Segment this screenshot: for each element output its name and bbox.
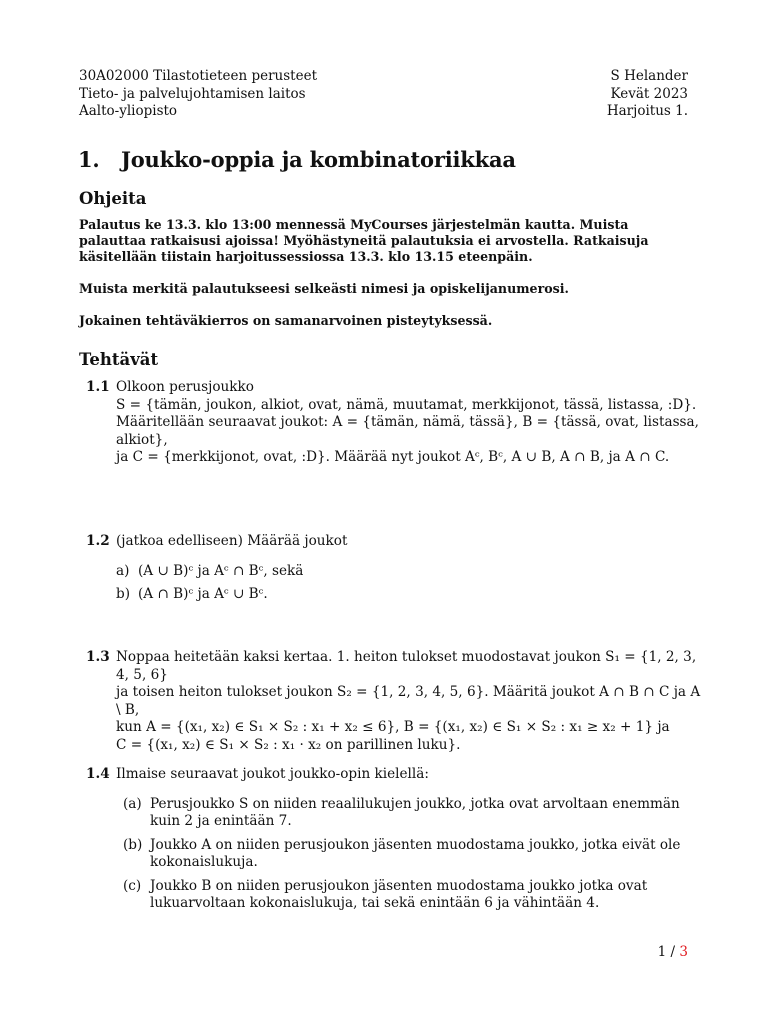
task-1-4 (86, 766, 701, 919)
subtask-list (116, 796, 701, 913)
task-number: 1.3 (86, 649, 110, 665)
tasks-heading: Tehtävät (79, 350, 159, 369)
subtask-b (116, 837, 701, 872)
instruction-paragraph: Palautus ke 13.3. klo 13:00 mennessä MyCourses järjestelmän kautta. Muista palauttaa ratkaisusi ajoissa! Myöhästyneitä palautuksia ei arvostella. Ratkaisuja käsitellään tiistain harjoitussessiossa 13.3. klo 13.15 eteenpäin. (79, 217, 649, 265)
page-separator: / (666, 944, 680, 960)
subtask-label: (c) (123, 877, 142, 894)
subtask-label: a) (116, 562, 130, 579)
task-text-line: ja C = {merkkijonot, ovat, :D}. Määrää nyt joukot Aᶜ, Bᶜ, A ∪ B, A ∩ B, ja A ∩ C. (116, 449, 670, 465)
university-name: Aalto-yliopisto (79, 103, 178, 119)
page-title (78, 147, 516, 172)
author-name: S Helander (610, 68, 688, 84)
subtask-a (116, 563, 701, 581)
task-intro: Ilmaise seuraavat joukot joukko-opin kielellä: (116, 766, 429, 782)
section-title: Joukko-oppia ja kombinatoriikkaa (121, 147, 516, 172)
exercise-label: Harjoitus 1. (606, 103, 688, 119)
task-number: 1.2 (86, 533, 110, 549)
subtask-text: Perusjoukko S on niiden reaalilukujen joukko, jotka ovat arvoltaan enemmän kuin 2 ja enintään 7. (150, 795, 680, 829)
task-1-1 (86, 379, 701, 467)
set-s-definition: S = {tämän, joukon, alkiot, ovat, nämä, muutamat, merkkijonot, tässä, listassa, :D}. (116, 396, 697, 413)
task-1-2 (86, 533, 701, 610)
page-number (658, 944, 688, 960)
subtask-c (116, 878, 701, 913)
task-intro: Olkoon perusjoukko (116, 379, 254, 395)
subtask-b (116, 586, 701, 604)
subtask-text: Joukko A on niiden perusjoukon jäsenten muodostama joukko, jotka eivät ole kokonaislukuja. (150, 836, 681, 870)
instructions-heading: Ohjeita (79, 189, 147, 208)
task-text-line: Määritellään seuraavat joukot: A = {tämän, nämä, tässä}, B = {tässä, ovat, listassa, alkiot}, (116, 414, 699, 448)
subtask-a (116, 796, 701, 831)
task-text-line: Noppaa heitetään kaksi kertaa. 1. heiton tulokset muodostavat joukon S₁ = {1, 2, 3, 4, 5, 6} (116, 649, 697, 683)
header-right (607, 68, 688, 121)
subtask-label: (b) (123, 836, 143, 853)
task-number: 1.4 (86, 766, 110, 782)
term-label: Kevät 2023 (610, 85, 688, 102)
subtask-list (116, 563, 701, 604)
page-total-link[interactable]: 3 (679, 944, 688, 960)
subtask-label: b) (116, 586, 131, 602)
subtask-text: (A ∪ B)ᶜ ja Aᶜ ∩ Bᶜ, sekä (138, 562, 304, 579)
task-text-line: ja toisen heiton tulokset joukon S₂ = {1, 2, 3, 4, 5, 6}. Määritä joukot A ∩ B ∩ C ja A \ B, (116, 684, 701, 718)
task-text-line: kun A = {(x₁, x₂) ∈ S₁ × S₂ : x₁ + x₂ ≤ 6}, B = {(x₁, x₂) ∈ S₁ × S₂ : x₁ ≥ x₂ + 1} ja (116, 719, 670, 735)
instruction-paragraph: Jokainen tehtäväkierros on samanarvoinen pisteytyksessä. (79, 313, 493, 328)
section-number: 1. (78, 147, 100, 172)
course-name: 30A02000 Tilastotieteen perusteet (79, 68, 317, 84)
task-1-3 (86, 649, 701, 754)
department-name: Tieto- ja palvelujohtamisen laitos (79, 85, 306, 102)
instruction-paragraph: Muista merkitä palautukseesi selkeästi nimesi ja opiskelijanumerosi. (79, 281, 569, 296)
task-number: 1.1 (86, 379, 110, 395)
subtask-text: Joukko B on niiden perusjoukon jäsenten muodostama joukko jotka ovat lukuarvoltaan kokonaislukuja, tai sekä enintään 6 ja vähintään 4. (150, 877, 648, 911)
page-current: 1 (657, 944, 667, 960)
task-text-line: C = {(x₁, x₂) ∈ S₁ × S₂ : x₁ · x₂ on parillinen luku}. (116, 736, 461, 753)
subtask-label: (a) (123, 795, 142, 812)
header-left (79, 68, 317, 121)
subtask-text: (A ∩ B)ᶜ ja Aᶜ ∪ Bᶜ. (138, 586, 268, 602)
task-intro: (jatkoa edelliseen) Määrää joukot (116, 533, 348, 549)
